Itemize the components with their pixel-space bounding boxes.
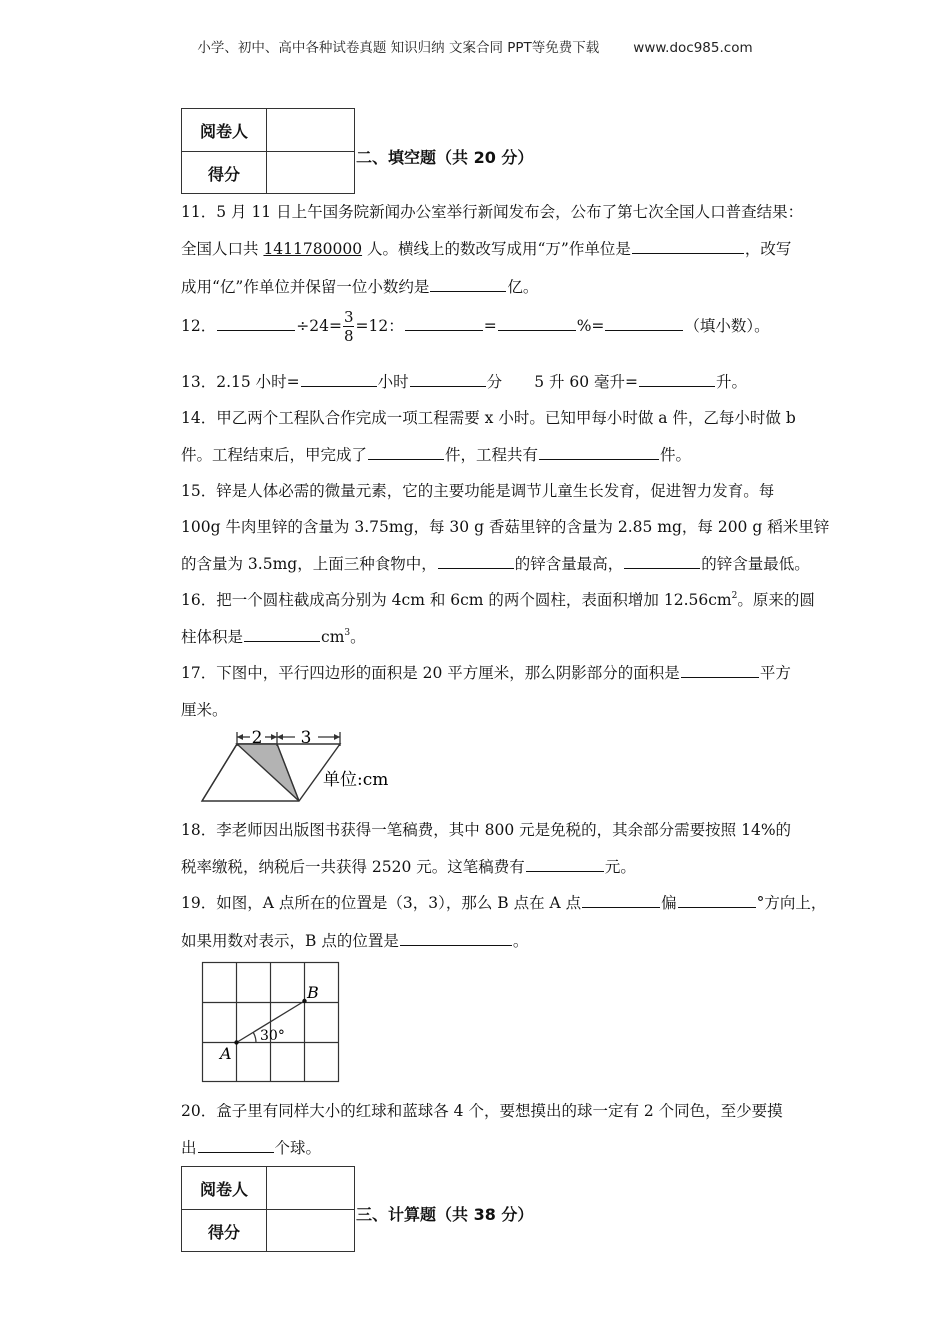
q12-text: %= [576,317,605,335]
q14-text: 件。 [660,446,692,464]
q18-line2 [181,855,636,877]
q12-blank-1[interactable] [217,316,295,331]
q16-superscript: 3 [344,628,351,638]
score-box [181,1166,355,1252]
q11-population-number: 1411780000 [263,240,363,258]
q15-blank-highest[interactable] [438,554,514,569]
q14-blank-jia[interactable] [368,445,444,460]
q11-text: 全国人口共 [181,240,264,258]
q15-text: 的含量为 3.5mg，上面三种食物中， [181,555,437,573]
q17-text: 平方 [759,664,791,682]
q15-blank-lowest[interactable] [624,554,700,569]
q12-blank-2[interactable] [405,316,483,331]
q16-text: 16．把一个圆柱截成高分别为 4cm 和 6cm 的两个圆柱，表面积增加 12.56cm [181,591,732,609]
q19-text: 。 [512,932,529,950]
q12-text: ÷24= [296,317,342,335]
score-label: 得分 [182,1210,267,1252]
q16-text: cm [321,628,345,646]
q14-text: 件，工程共有 [445,446,539,464]
q13-text: 小时 [377,373,409,391]
q15-line3 [181,552,810,574]
figure-line [202,744,237,801]
q18-text: 元。 [604,858,636,876]
q12-text: = [483,317,497,335]
q18-line1: 18．李老师因出版图书获得一笔稿费，其中 800 元是免税的，其余部分需要按照 14%的 [181,821,792,839]
score-row [182,152,354,194]
header-text: 小学、初中、高中各种试卷真题 知识归纳 文案合同 PPT等免费下载 [197,40,600,56]
q14-line2 [181,443,691,465]
q12-text: 12． [181,317,217,335]
q20-blank-count[interactable] [198,1138,274,1153]
q19-text: 偏 [661,894,677,912]
header-url[interactable]: www.doc985.com [633,40,753,56]
parallelogram-figure [195,725,405,805]
q13-text: 13．2.15 小时= [181,373,300,391]
q12-text: =12： [355,317,404,335]
grid-figure [200,960,342,1084]
q13-text: 分 [486,373,503,391]
q16-line1 [181,588,815,610]
q13-text: 升。 [716,373,748,391]
unit-label: 单位:cm [323,770,389,790]
shaded-triangle [237,744,299,801]
arrow-head [277,734,283,740]
page-header [0,36,950,56]
angle-label: 30° [260,1028,285,1044]
label-A: A [220,1044,232,1063]
q13-blank-hours[interactable] [301,372,377,387]
q16-superscript: 2 [731,591,738,601]
score-row [182,1210,354,1252]
q18-blank-fee[interactable] [526,857,604,872]
score-label: 得分 [182,152,267,194]
q13-line [181,370,747,392]
reviewer-row [182,1167,354,1210]
q13-text: 5 升 60 毫升= [534,373,639,391]
q16-line2 [181,625,366,647]
q19-text: 19．如图，A 点所在的位置是（3，3），那么 B 点在 A 点 [181,894,582,912]
q17-text: 17．下图中，平行四边形的面积是 20 平方厘米，那么阴影部分的面积是 [181,664,680,682]
q20-line2 [181,1136,321,1158]
q19-text: °方向上， [756,894,827,912]
q20-text: 个球。 [274,1139,322,1157]
label-B: B [307,983,319,1002]
q16-text: 柱体积是 [181,628,244,646]
q15-text: 的锌含量最高， [514,555,624,573]
reviewer-row [182,109,354,152]
reviewer-label: 阅卷人 [182,109,267,151]
q11-blank-wan[interactable] [632,239,744,254]
q14-line1: 14．甲乙两个工程队合作完成一项工程需要 x 小时。已知甲每小时做 a 件，乙每小时做 b [181,409,796,427]
q12-text: （填小数）。 [684,317,770,335]
q16-blank-volume[interactable] [244,627,320,642]
dim-label-2: 2 [251,728,263,748]
q12-blank-4[interactable] [605,316,683,331]
q12-frac-den: 8 [343,327,354,345]
q11-line1: 11．5 月 11 日上午国务院新闻办公室举行新闻发布会，公布了第七次全国人口普查结果： [181,203,804,221]
q19-blank-direction[interactable] [582,893,660,908]
q17-blank-area[interactable] [681,663,759,678]
score-box [181,108,355,194]
arrow-head [334,734,340,740]
section-title-fill-in: 二、填空题（共 20 分） [356,148,534,167]
q12-frac-num: 3 [343,308,354,326]
q16-text: 。 [350,628,366,646]
q12-fraction [343,310,355,344]
q13-blank-minutes[interactable] [410,372,486,387]
q20-line1: 20．盒子里有同样大小的红球和蓝球各 4 个，要想摸出的球一定有 2 个同色，至少要摸 [181,1102,783,1120]
q20-text: 出 [181,1139,197,1157]
q15-line2: 100g 牛肉里锌的含量为 3.75mg，每 30 g 香菇里锌的含量为 2.85 mg，每 200 g 稻米里锌 [181,518,830,536]
angle-arc [253,1032,256,1043]
q19-line1 [181,891,826,913]
q11-text: 亿。 [507,278,539,296]
section-title-calculation: 三、计算题（共 38 分） [356,1205,534,1224]
q14-text: 件。工程结束后，甲完成了 [181,446,368,464]
q17-line2: 厘米。 [181,701,228,719]
q11-text: 人。横线上的数改写成用“万”作单位是 [362,240,631,258]
reviewer-label: 阅卷人 [182,1167,267,1209]
q17-line1 [181,661,791,683]
q19-blank-position[interactable] [400,931,512,946]
q11-text: 成用“亿”作单位并保留一位小数约是 [181,278,430,296]
point-A [234,1040,238,1044]
q12-blank-3[interactable] [498,316,576,331]
q12-line [181,310,770,344]
arrow-head [271,734,277,740]
q18-text: 税率缴税，纳税后一共获得 2520 元。这笔稿费有 [181,858,525,876]
q11-blank-yi[interactable] [430,277,506,292]
q19-blank-degree[interactable] [678,893,756,908]
q13-blank-liters[interactable] [639,372,715,387]
q11-text: ，改写 [744,240,792,258]
arrow-head [237,734,243,740]
q19-text: 如果用数对表示，B 点的位置是 [181,932,399,950]
q14-blank-total[interactable] [539,445,659,460]
q19-line2 [181,929,528,951]
q15-text: 的锌含量最低。 [701,555,810,573]
q11-line3 [181,275,538,297]
dim-label-3: 3 [300,728,312,748]
q11-line2 [181,237,791,259]
q15-line1: 15．锌是人体必需的微量元素，它的主要功能是调节儿童生长发育，促进智力发育。每 [181,482,775,500]
q16-text: 。原来的圆 [737,591,815,609]
